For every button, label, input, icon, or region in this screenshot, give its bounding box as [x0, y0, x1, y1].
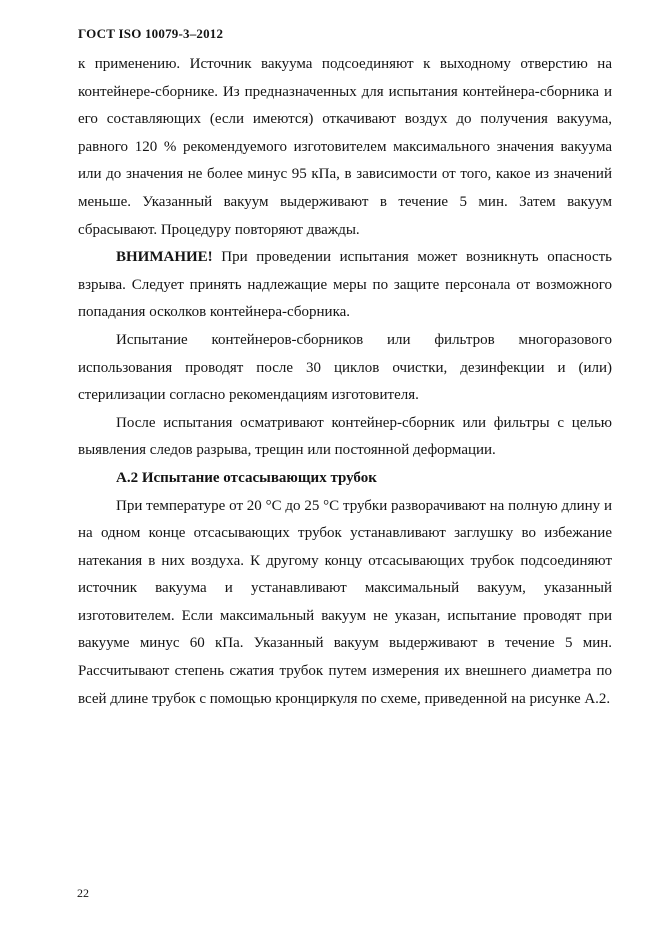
- page-number: 22: [77, 886, 89, 900]
- document-header: ГОСТ ISO 10079-3–2012: [78, 26, 224, 41]
- paragraph-tubes-test: При температуре от 20 °С до 25 °С трубки разворачивают на полную длину и на одном конце отсасывающих трубок устанавливают заглушку во избежание натекания в них воздуха. К другому концу отсасывающих трубок подсоединяют источник вакуума и устанавливают максимальный вакуум, указанный изготовителем. Если максимальный вакуум не указан, испытание проводят при вакууме минус 60 кПа. Указанный вакуум выдерживают в течение 5 мин. Рассчитывают степень сжатия трубок путем измерения их внешнего диаметра по всей длине трубок с помощью кронциркуля по схеме, приведенной на рисунке А.2.: [78, 497, 612, 707]
- document-body: [78, 51, 612, 713]
- warning-text: При проведении испытания может возникнуть опасность взрыва. Следует принять надлежащие меры по защите персонала от возможного попадания осколков контейнера-сборника.: [78, 249, 612, 321]
- warning-label: ВНИМАНИЕ!: [116, 249, 213, 266]
- paragraph-reuse-cycles: Испытание контейнеров-сборников или фильтров многоразового использования проводят после 30 циклов очистки, дезинфекции и (или) стерилизации согласно рекомендациям изготовителя.: [78, 331, 612, 404]
- paragraph-inspection: После испытания осматривают контейнер-сборник или фильтры с целью выявления следов разрыва, трещин или постоянной деформации.: [78, 414, 612, 459]
- paragraph-continuation: к применению. Источник вакуума подсоединяют к выходному отверстию на контейнере-сборнике. Из предназначенных для испытания контейнера-сборника и его составляющих (если имеются) откачивают воздух до получения вакуума, равного 120 % рекомендуемого изготовителем максимального значения вакуума или до значения не более минус 95 кПа, в зависимости от того, какое из значений меньше. Указанный вакуум выдерживают в течение 5 мин. Затем вакуум сбрасывают. Процедуру повторяют дважды.: [78, 56, 612, 238]
- section-heading-a2: А.2 Испытание отсасывающих трубок: [116, 469, 377, 486]
- warning-paragraph: [78, 244, 612, 327]
